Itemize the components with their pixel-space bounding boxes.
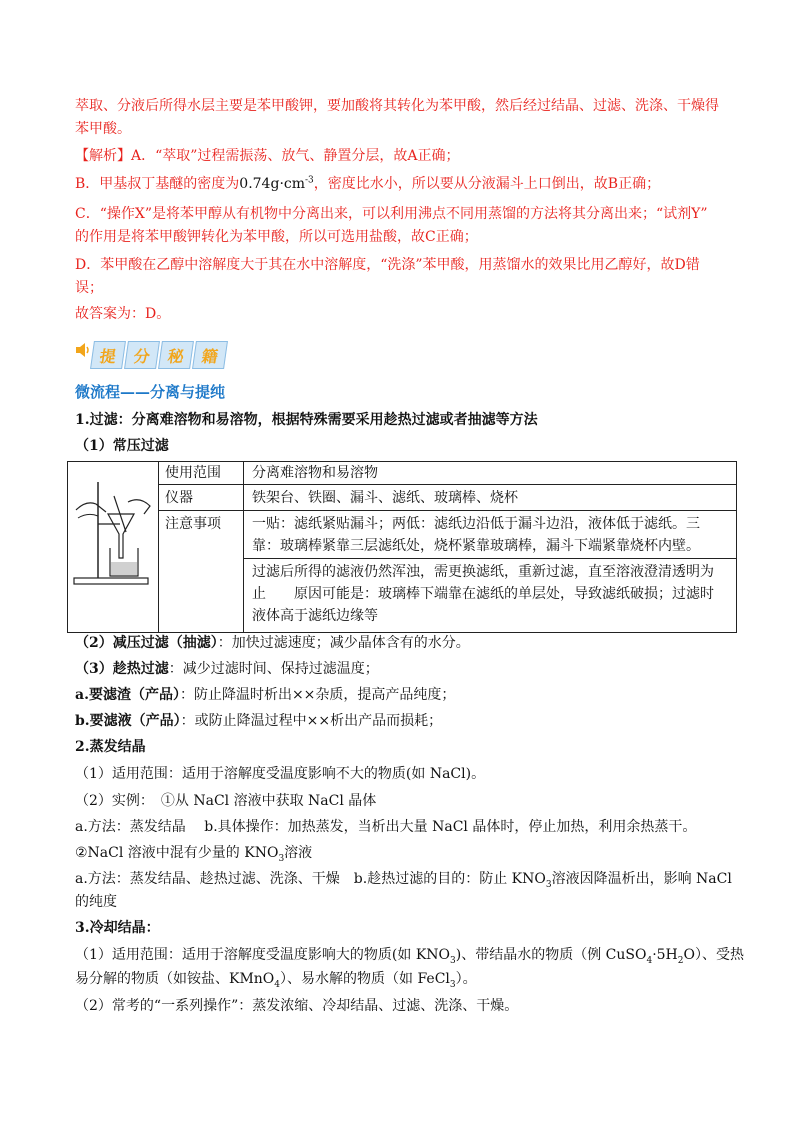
filtration-apparatus-figure bbox=[68, 462, 158, 632]
density-exponent: -3 bbox=[305, 175, 314, 186]
answer-intro-line2: 苯甲酸。 bbox=[75, 121, 131, 137]
evaporation-heading: 2.蒸发结晶 bbox=[75, 739, 146, 755]
filtration-sub1: （1）常压过滤 bbox=[75, 438, 169, 454]
filter-apparatus-icon bbox=[68, 462, 158, 632]
row-value-notes-extra: 过滤后所得的滤液仍然浑浊，需更换滤纸，重新过滤，直至溶液澄清透明为 止 原因可能是：玻璃棒下端靠在滤纸的单层处，导致滤纸破损；过滤时 液体高于滤纸边缘等 bbox=[243, 558, 737, 632]
filtration-residue: a.要滤渣（产品）：防止降温时析出××杂质，提高产品纯度； bbox=[75, 687, 456, 703]
analysis-a: 【解析】A．“萃取”过程需振荡、放气、静置分层，故A正确； bbox=[75, 148, 460, 164]
badge-char: 秘 bbox=[158, 341, 194, 369]
speaker-icon bbox=[74, 341, 92, 359]
filtration-sub3: （3）趁热过滤：减少过滤时间、保持过滤温度； bbox=[75, 661, 379, 677]
evaporation-line4: ②NaCl 溶液中混有少量的 $KNO_3$溶液 bbox=[75, 845, 313, 864]
row-value-instruments: 铁架台、铁圈、漏斗、滤纸、玻璃棒、烧杯 bbox=[243, 484, 737, 510]
badge-tiles bbox=[92, 341, 226, 369]
density-unit: ·cm bbox=[279, 176, 306, 192]
analysis-d-line1: D．苯甲酸在乙醇中溶解度大于其在水中溶解度，“洗涤”苯甲酸，用蒸馏水的效果比用乙醇好，故D错 bbox=[75, 257, 700, 273]
section-title: 微流程——分离与提纯 bbox=[75, 383, 226, 401]
row-value-scope: 分离难溶物和易溶物 bbox=[243, 462, 737, 484]
row-label-notes: 注意事项 bbox=[158, 510, 243, 632]
badge-char: 分 bbox=[124, 341, 160, 369]
filtration-table bbox=[67, 461, 737, 633]
analysis-c-line2: 的作用是将苯甲酸钾转化为苯甲酸，所以可选用盐酸，故C正确； bbox=[75, 229, 478, 245]
cooling-line2: 易分解的物质（如铵盐、KMnO$_4$）、易水解的物质（如 FeCl$_3$）。 bbox=[75, 971, 477, 990]
evaporation-line5: a.方法：蒸发结晶、趁热过滤、洗涤、干燥 b.趁热过滤的目的：防止 $KNO_3$溶液因降温析出，影响 NaCl bbox=[75, 871, 732, 890]
analysis-c-line1: C．“操作X”是将苯甲醇从有机物中分离出来，可以利用沸点不同用蒸馏的方法将其分离出来；“试剂Y” bbox=[75, 206, 708, 222]
row-label-scope: 使用范围 bbox=[158, 462, 243, 484]
cooling-heading: 3.冷却结晶： bbox=[75, 920, 160, 936]
evaporation-line6: 的纯度 bbox=[75, 894, 117, 910]
row-label-instruments: 仪器 bbox=[158, 484, 243, 510]
row-value-notes: 一贴：滤纸紧贴漏斗；两低：滤纸边沿低于漏斗边沿，液体低于滤纸。三 靠：玻璃棒紧靠三层滤纸处，烧杯紧靠玻璃棒，漏斗下端紧靠烧杯内壁。 bbox=[243, 510, 737, 558]
cooling-line1: （1）适用范围：适用于溶解度受温度影响大的物质(如 $KNO_3$)、带结晶水的物质（例 $CuSO_4\cdot 5H_2O$）、受热 bbox=[75, 947, 744, 966]
evaporation-line2: （2）实例： ①从 NaCl 溶液中获取 NaCl 晶体 bbox=[75, 793, 377, 809]
filtration-heading: 1.过滤：分离难溶物和易溶物，根据特殊需要采用趁热过滤或者抽滤等方法 bbox=[75, 412, 538, 428]
answer-conclusion: 故答案为：D。 bbox=[75, 306, 171, 322]
tips-badge bbox=[74, 337, 224, 371]
cooling-line3: （2）常考的“一系列操作”：蒸发浓缩、冷却结晶、过滤、洗涤、干燥。 bbox=[75, 998, 519, 1014]
filtration-filtrate: b.要滤液（产品）：或防止降温过程中××析出产品而损耗； bbox=[75, 713, 443, 729]
evaporation-line3: a.方法：蒸发结晶 b.具体操作：加热蒸发，当析出大量 NaCl 晶体时，停止加热，利用余热蒸干。 bbox=[75, 819, 697, 835]
answer-intro-line1: 萃取、分液后所得水层主要是苯甲酸钾，要加酸将其转化为苯甲酸，然后经过结晶、过滤、洗涤、干燥得 bbox=[75, 98, 719, 114]
filtration-sub2: （2）减压过滤（抽滤）：加快过滤速度；减少晶体含有的水分。 bbox=[75, 635, 470, 651]
density-value: 0.74g bbox=[239, 176, 280, 192]
badge-char: 籍 bbox=[192, 341, 228, 369]
evaporation-line1: （1）适用范围：适用于溶解度受温度影响不大的物质(如 NaCl)。 bbox=[75, 766, 486, 782]
analysis-d-line2: 误； bbox=[75, 280, 103, 296]
analysis-b: B．甲基叔丁基醚的密度为$0.74g\cdot cm^{-3}$，密度比水小，所以要从分液漏斗上口倒出，故B正确； bbox=[75, 175, 661, 192]
badge-char: 提 bbox=[90, 341, 126, 369]
